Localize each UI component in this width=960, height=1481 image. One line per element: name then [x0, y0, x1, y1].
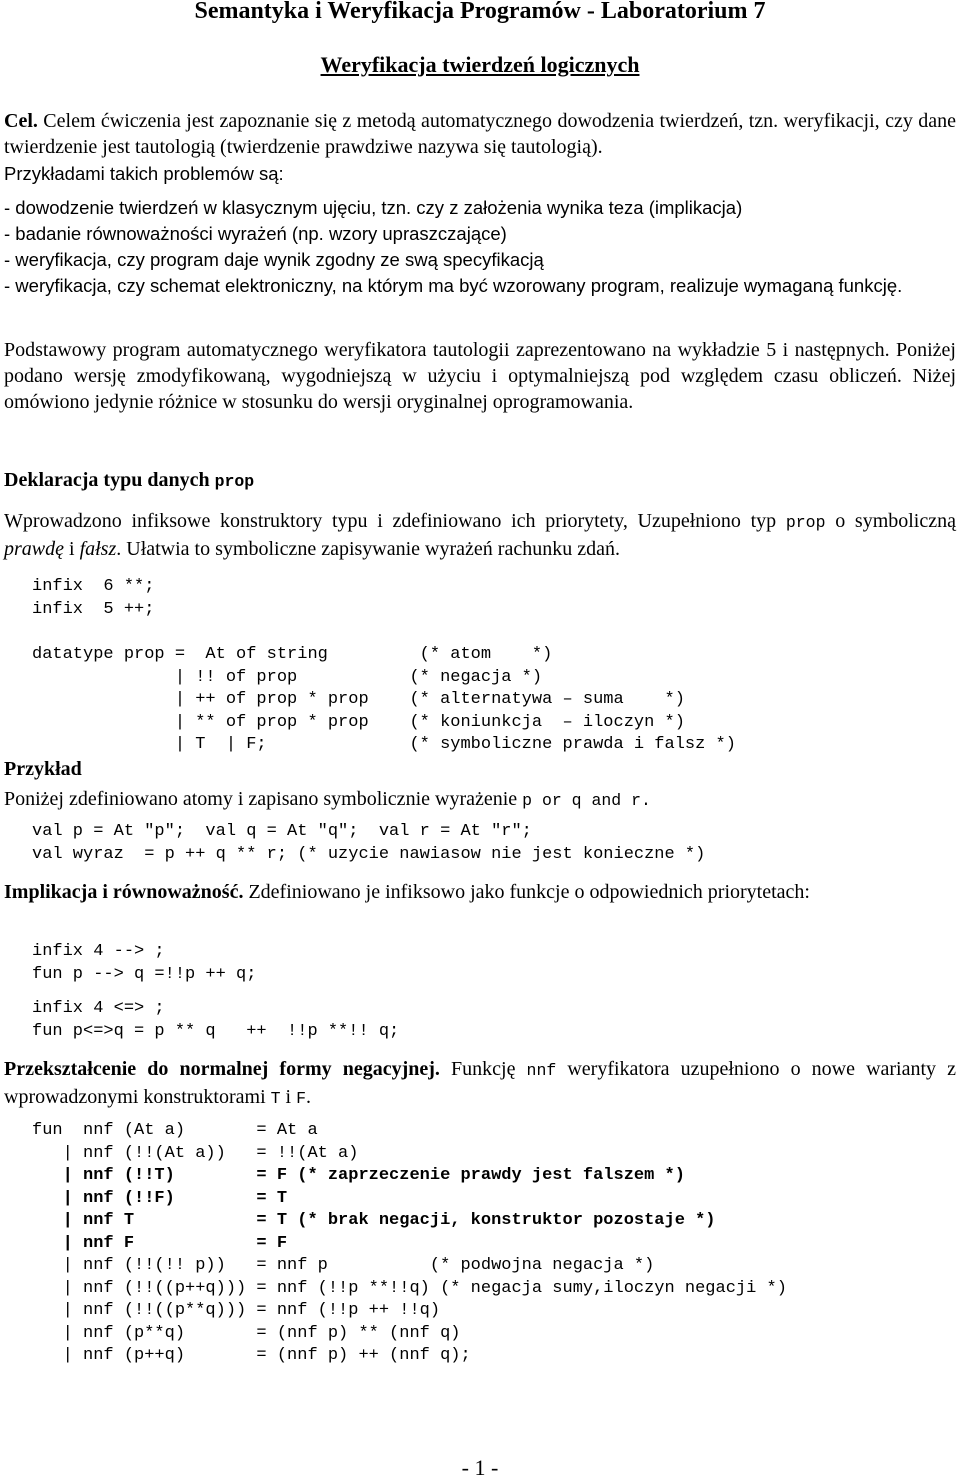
- code-line-bold: | nnf F = F: [32, 1233, 288, 1253]
- code-line-bold: | nnf T = T (* brak negacji, konstruktor pozostaje *): [32, 1211, 716, 1230]
- implication-paragraph: Implikacja i równoważność. Zdefiniowano je infiksowo jako funkcje o odpowiednich priorytetach:: [4, 881, 810, 903]
- page-subtitle: [0, 52, 960, 78]
- intro-paragraph: Podstawowy program automatycznego weryfikatora tautologii zaprezentowano na wykładzie 5 i następnych. Poniżej podano wersję zmodyfikowaną, wygodniejszą w użyciu i optymalniejszą pod względem czasu obliczeń. Niżej omówiono jedynie różnice w stosunku do wersji oryginalnej oprogramowania.: [4, 339, 956, 413]
- code-line-bold: | nnf (!!F) = T: [32, 1188, 288, 1208]
- code-block-infix: infix 6 **; infix 5 ++;: [32, 577, 155, 619]
- goal-text: Celem ćwiczenia jest zapoznanie się z metodą automatycznego dowodzenia twierdzeń, tzn. weryfikacji, czy dane twierdzenie jest tautologią (twierdzenie prawdziwe nazywa się tautologią).: [4, 110, 956, 158]
- code-block-example: val p = At "p"; val q = At "q"; val r = At "r"; val wyraz = p ++ q ** r; (* uzycie nawiasow nie jest konieczne *): [32, 822, 706, 864]
- inline-code: T: [270, 1089, 281, 1108]
- code-line: | nnf (!!((p**q))) = nnf (!!p ++ !!q): [32, 1301, 441, 1320]
- code-line: fun nnf (At a) = At a: [32, 1121, 318, 1140]
- nnf-paragraph: Przekształcenie do normalnej formy negacyjnej. Funkcję nnf weryfikatora uzupełniono o nowe warianty z wprowadzonymi konstruktorami T i F.: [4, 1058, 957, 1108]
- page-number: - 1 -: [461, 1455, 499, 1480]
- code-line: | nnf (p++q) = (nnf p) ++ (nnf q);: [32, 1346, 471, 1365]
- code-line: | nnf (p**q) = (nnf p) ** (nnf q): [32, 1323, 461, 1343]
- italic-text: fałsz: [79, 538, 117, 560]
- goal-paragraph: [4, 108, 956, 160]
- goal-example-item: - dowodzenie twierdzeń w klasycznym ujęciu, tzn. czy z założenia wynika teza (implikacja): [4, 197, 743, 218]
- code-block-nnf: [32, 1120, 787, 1368]
- code-line: | nnf (!!(At a)) = !!(At a): [32, 1143, 359, 1163]
- code-block-equivalence: infix 4 <=> ; fun p<=>q = p ** q ++ !!p **!! q;: [32, 999, 400, 1041]
- page-title: Semantyka i Weryfikacja Programów - Laboratorium 7: [194, 0, 766, 24]
- goal-example-item: - weryfikacja, czy schemat elektroniczny, na którym ma być wzorowany program, realizuje wymaganą funkcję.: [4, 275, 903, 296]
- goal-example-item: - badanie równoważności wyrażeń (np. wzory upraszczające): [4, 223, 507, 244]
- code-block-implication: infix 4 --> ; fun p --> q =!!p ++ q;: [32, 942, 257, 984]
- code-line: | nnf (!!(!! p)) = nnf p (* podwojna negacja *): [32, 1256, 655, 1275]
- goal-examples-intro: Przykładami takich problemów są:: [4, 163, 284, 184]
- nnf-heading: Przekształcenie do normalnej formy negacyjnej.: [4, 1058, 440, 1080]
- goal-label: Cel.: [4, 110, 38, 132]
- section-heading-prop: Deklaracja typu danych prop: [4, 469, 255, 491]
- code-line: | nnf (!!((p++q))) = nnf (!!p **!!q) (* negacja sumy,iloczyn negacji *): [32, 1278, 787, 1298]
- code-line-bold: | nnf (!!T) = F (* zaprzeczenie prawdy jest falszem *): [32, 1166, 685, 1185]
- heading-code: prop: [214, 472, 255, 491]
- inline-code: F: [296, 1089, 306, 1108]
- implication-heading: Implikacja i równoważność.: [4, 881, 244, 903]
- goal-example-item: - weryfikacja, czy program daje wynik zgodny ze swą specyfikacją: [4, 249, 544, 270]
- code-block-datatype: datatype prop = At of string (* atom *) | !! of prop (* negacja *) | ++ of prop * prop (* alternatywa – suma *) | ** of prop * prop (* koniunkcja – iloczyn *) | T | F; (* symboliczne prawda i falsz *): [32, 645, 736, 754]
- subtitle-text: Weryfikacja twierdzeń logicznych: [320, 52, 640, 77]
- example-heading: Przykład: [4, 758, 82, 780]
- inline-code: prop: [785, 513, 826, 532]
- italic-text: prawdę: [4, 538, 64, 560]
- inline-code: p or q and r.: [522, 791, 651, 810]
- inline-code: nnf: [526, 1061, 557, 1080]
- prop-description: Wprowadzono infiksowe konstruktory typu i zdefiniowano ich priorytety, Uzupełniono typ prop o symboliczną prawdę i fałsz. Ułatwia to symboliczne zapisywanie wyrażeń rachunku zdań.: [4, 510, 956, 560]
- example-description: Poniżej zdefiniowano atomy i zapisano symbolicznie wyrażenie p or q and r.: [4, 788, 651, 810]
